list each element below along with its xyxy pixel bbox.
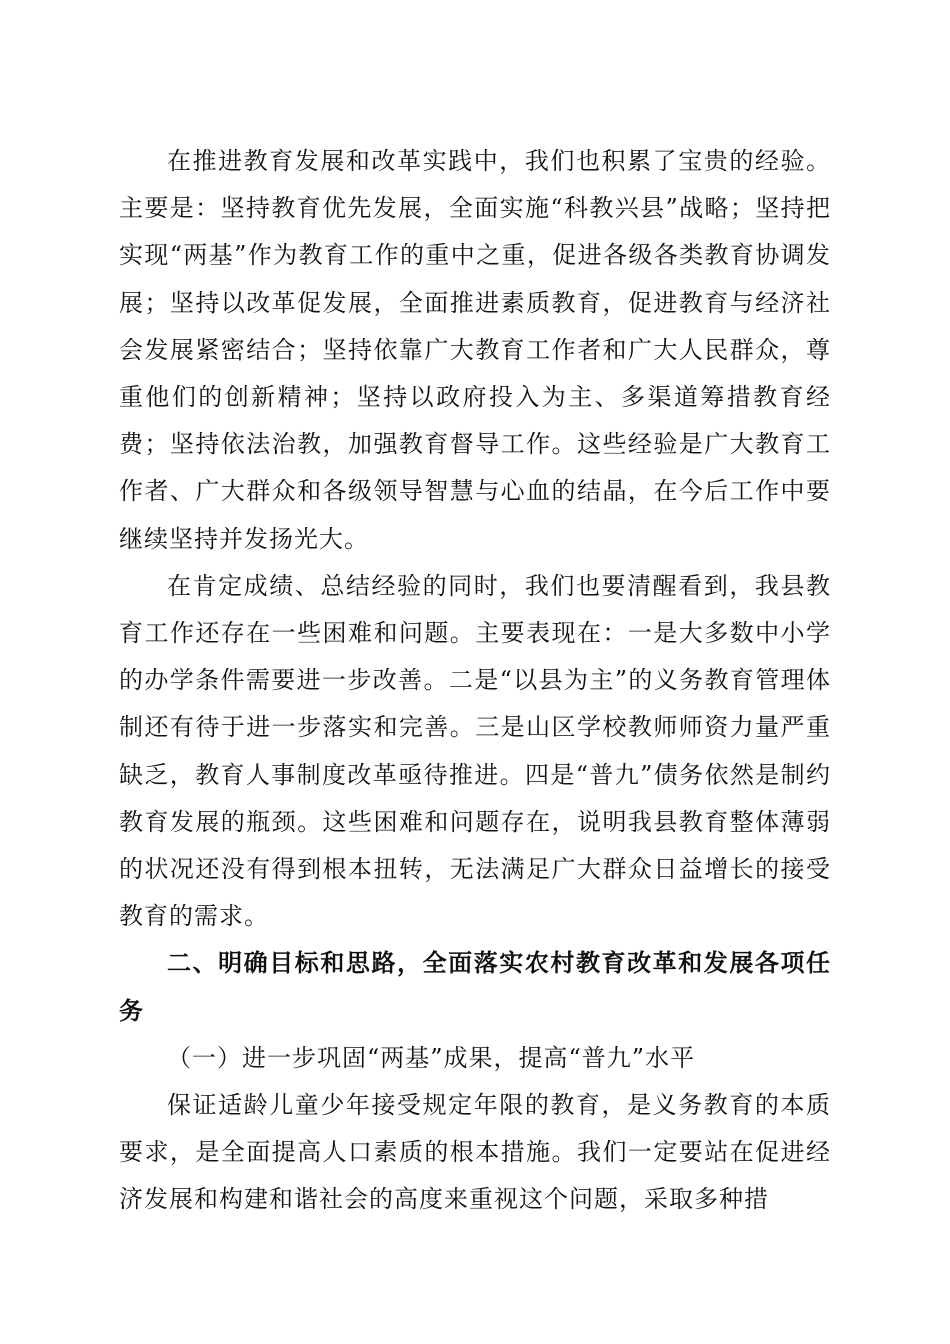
section-heading: 二、明确目标和思路，全面落实农村教育改革和发展各项任务 — [119, 949, 831, 1025]
subsection-heading: （一）进一步巩固“两基”成果，提高“普九”水平 — [167, 1043, 696, 1072]
document-page — [119, 138, 831, 1224]
paragraph-compulsory-education: 保证适龄儿童少年接受规定年限的教育，是义务教育的本质要求，是全面提高人口素质的根本措施。我们一定要站在促进经济发展和构建和谐社会的高度来重视这个问题，采取多种措 — [119, 1091, 831, 1214]
paragraph-problems: 在肯定成绩、总结经验的同时，我们也要清醒看到，我县教育工作还存在一些困难和问题。主要表现在：一是大多数中小学的办学条件需要进一步改善。二是“以县为主”的义务教育管理体制还有待于进一步落实和完善。三是山区学校教师师资力量严重缺乏，教育人事制度改革亟待推进。四是“普九”债务依然是制约教育发展的瓶颈。这些困难和问题存在，说明我县教育整体薄弱的状况还没有得到根本扭转，无法满足广大群众日益增长的接受教育的需求。 — [119, 571, 831, 931]
paragraph-experience: 在推进教育发展和改革实践中，我们也积累了宝贵的经验。主要是：坚持教育优先发展，全面实施“科教兴县”战略；坚持把实现“两基”作为教育工作的重中之重，促进各级各类教育协调发展；坚持以改革促发展，全面推进素质教育，促进教育与经济社会发展紧密结合；坚持依靠广大教育工作者和广大人民群众，尊重他们的创新精神；坚持以政府投入为主、多渠道筹措教育经费；坚持依法治教，加强教育督导工作。这些经验是广大教育工作者、广大群众和各级领导智慧与心血的结晶，在今后工作中要继续坚持并发扬光大。 — [119, 147, 831, 553]
